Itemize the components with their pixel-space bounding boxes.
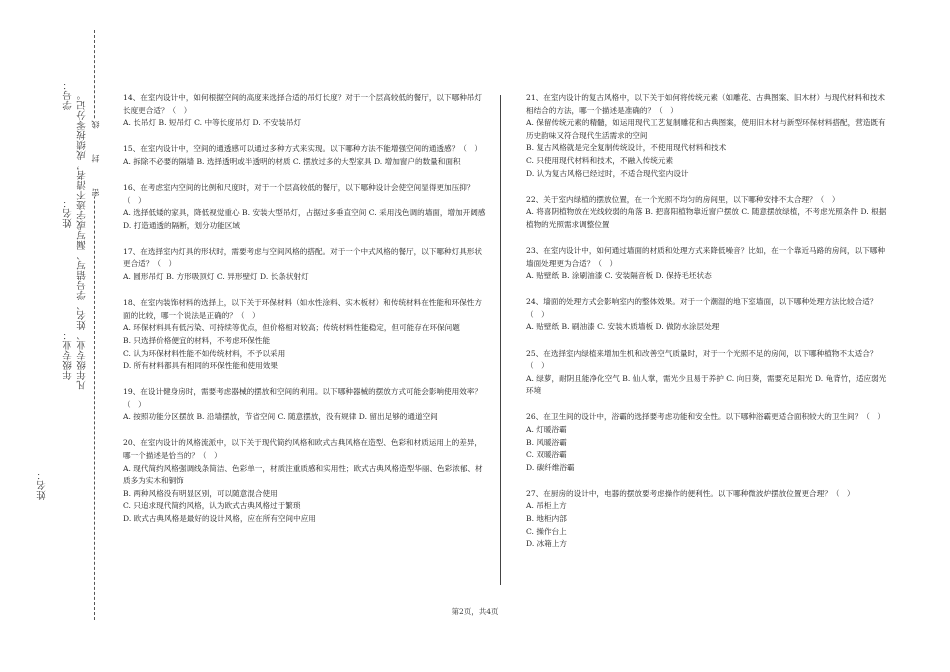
question-stem: 19、在设计健身房时，需要考虑器械的摆放和空间的利用。以下哪种器械的摆放方式可能会影响使用效率？（ ） <box>123 387 482 409</box>
question-option: C. 操作台上 <box>526 526 567 536</box>
question-block <box>526 488 891 551</box>
page-footer: 第2页，共4页 <box>451 607 499 616</box>
question-stem: 15、在室内设计中，空间的通透感可以通过多种方式来实现。以下哪种方法不能增强空间的通透感？（ ） <box>123 144 482 154</box>
question-block <box>123 386 488 424</box>
question-option: D. 冰箱上方 <box>526 539 568 549</box>
question-stem: 17、在选择室内灯具的形状时，需要考虑与空间风格的搭配。对于一个中式风格的餐厅，以下哪种灯具形状更合适？（ ） <box>123 246 482 269</box>
question-block <box>123 437 488 525</box>
question-option: B. 复古风格就是完全复制传统设计，不使用现代材料和技术 <box>526 143 727 153</box>
bottom-name-label: 姓名： <box>37 470 48 500</box>
question-block <box>123 182 488 232</box>
question-block <box>526 296 891 334</box>
question-option: A. 长吊灯 B. 短吊灯 C. 中等长度吊灯 D. 不安装吊灯 <box>123 118 302 128</box>
question-option: C. 只使用现代材料和技术，不融入传统元素 <box>526 155 674 165</box>
left-column <box>123 92 488 539</box>
question-option: A. 圆形吊灯 B. 方形吸顶灯 C. 异形壁灯 D. 长条状射灯 <box>123 272 309 282</box>
question-block <box>526 348 891 398</box>
question-option: C. 只追求现代简约风格，认为欧式古典风格过于繁琐 <box>123 501 301 511</box>
question-stem: 25、在选择室内绿植来增加生机和改善空气质量时，对于一个光照不足的房间，以下哪种植物不太适合？（ ） <box>526 348 878 371</box>
question-stem: 21、在室内设计的复古风格中，以下关于如何将传统元素（如雕花、古典图案、旧木材）与现代材料和技术相结合的方法，哪一个描述是准确的？（ ） <box>526 93 885 115</box>
question-option: A. 按照功能分区摆放 B. 沿墙摆放，节省空间 C. 随意摆放，没有规律 D. 留出足够的通道空间 <box>123 412 438 422</box>
question-block <box>526 411 891 474</box>
right-column <box>526 92 891 564</box>
question-stem: 26、在卫生间的设计中，浴霸的选择要考虑功能和安全性。以下哪种浴霸更适合面积较大的卫生间？（ ） <box>526 412 885 422</box>
question-stem: 23、在室内设计中，如何通过墙面的材质和处理方式来降低噪音？比如，在一个靠近马路的房间，以下哪种墙面处理更为合适？（ ） <box>526 245 885 268</box>
question-block <box>123 246 488 284</box>
question-option: A. 将喜阴植物放在光线较弱的角落 B. 把喜阳植物靠近窗户摆放 C. 随意摆放绿植，不考虑光照条件 D. 根据植物的光照需求调整位置 <box>526 207 887 229</box>
question-block <box>526 245 891 283</box>
question-stem: 24、墙面的处理方式会影响室内的整体效果。对于一个潮湿的地下室墙面，以下哪种处理方法比较合适？（ ） <box>526 297 878 319</box>
question-option: C. 双暖浴霸 <box>526 450 567 460</box>
name-label: 姓名： <box>63 198 74 228</box>
question-option: A. 拆除不必要的隔墙 B. 选择透明或半透明的材质 C. 摆放过多的大型家具 D. 增加窗户的数量和面积 <box>123 156 461 166</box>
question-block <box>526 92 891 180</box>
column-divider <box>500 95 501 585</box>
question-option: A. 现代简约风格强调线条简洁、色彩单一，材质注重质感和实用性；欧式古典风格造型华丽、色彩浓郁、材质多为实木和铜饰 <box>123 463 483 486</box>
filling-notice: 凡年级专业、姓名、学号错写、漏写或字迹不清者，成绩按零分记。 <box>77 90 88 390</box>
question-option: B. 地柜内部 <box>526 514 567 524</box>
question-option: D. 碳纤维浴霸 <box>526 462 575 472</box>
question-option: B. 只选择价格便宜的材料，不考虑环保性能 <box>123 335 271 345</box>
question-option: D. 欧式古典风格是最好的设计风格，应在所有空间中应用 <box>123 514 316 524</box>
question-stem: 16、在考虑室内空间的比例和尺度时，对于一个层高较低的餐厅，以下哪种设计会使空间显得更加压抑？（ ） <box>123 182 475 205</box>
question-stem: 20、在室内设计的风格流派中，以下关于现代简约风格和欧式古典风格在造型、色彩和材质运用上的差异，哪一个描述是恰当的？（ ） <box>123 438 482 461</box>
question-option: A. 绿萝，耐阴且能净化空气 B. 仙人掌，需光少且易于养护 C. 向日葵，需要充足阳光 D. 龟背竹，适应弱光环境 <box>526 373 887 396</box>
question-stem: 14、在室内设计中，如何根据空间的高度来选择合适的吊灯长度？对于一个层高较低的餐厅，以下哪种吊灯长度更合适？（ ） <box>123 93 482 115</box>
student-id-label: 学号： <box>63 80 74 110</box>
question-block <box>123 297 488 373</box>
binding-margin <box>0 0 110 672</box>
question-option: A. 贴壁纸 B. 刷油漆 C. 安装木质墙板 D. 做防水涂层处理 <box>526 322 720 332</box>
grade-major-label: 年级专业： <box>63 330 74 380</box>
question-option: D. 认为复古风格已经过时，不适合现代室内设计 <box>526 168 689 178</box>
seal-line-label: 密 封 线 <box>91 120 100 197</box>
question-stem: 22、关于室内绿植的摆放位置，在一个光照不均匀的房间里，以下哪种安排不太合理？（ ） <box>526 194 840 204</box>
question-block <box>123 92 488 130</box>
question-option: A. 保留传统元素的精髓，如运用现代工艺复制雕花和古典图案，使用旧木材与新型环保材料搭配，营造既有历史韵味又符合现代生活需求的空间 <box>526 118 886 140</box>
question-option: A. 灯暖浴霸 <box>526 424 567 434</box>
question-option: B. 风暖浴霸 <box>526 437 567 447</box>
question-option: C. 认为环保材料性能不如传统材料，不予以采用 <box>123 348 286 358</box>
seal-dashed-line-outer <box>94 30 95 620</box>
question-option: B. 两种风格没有明显区别，可以随意混合使用 <box>123 488 278 498</box>
question-option: A. 环保材料具有低污染、可持续等优点，但价格相对较高；传统材料性能稳定，但可能存在环保问题 <box>123 323 460 333</box>
question-option: A. 贴壁纸 B. 涂刷油漆 C. 安装隔音板 D. 保持毛坯状态 <box>526 271 712 281</box>
question-stem: 27、在厨房的设计中，电器的摆放要考虑操作的便利性。以下哪种微波炉摆放位置更合理？（ ） <box>526 488 855 498</box>
question-block <box>123 143 488 168</box>
question-stem: 18、在室内装饰材料的选择上，以下关于环保材料（如水性涂料、实木板材）和传统材料在性能和环保性方面的比较，哪一个说法是正确的？（ ） <box>123 298 482 320</box>
question-option: D. 所有材料都具有相同的环保性能和使用效果 <box>123 361 278 371</box>
question-option: A. 吊柜上方 <box>526 501 567 511</box>
question-option: A. 选择低矮的家具，降低视觉重心 B. 安装大型吊灯，占据过多垂直空间 C. 采用浅色调的墙面，增加开阔感 D. 打造通透的隔断，划分功能区域 <box>123 208 486 230</box>
question-block <box>526 194 891 232</box>
